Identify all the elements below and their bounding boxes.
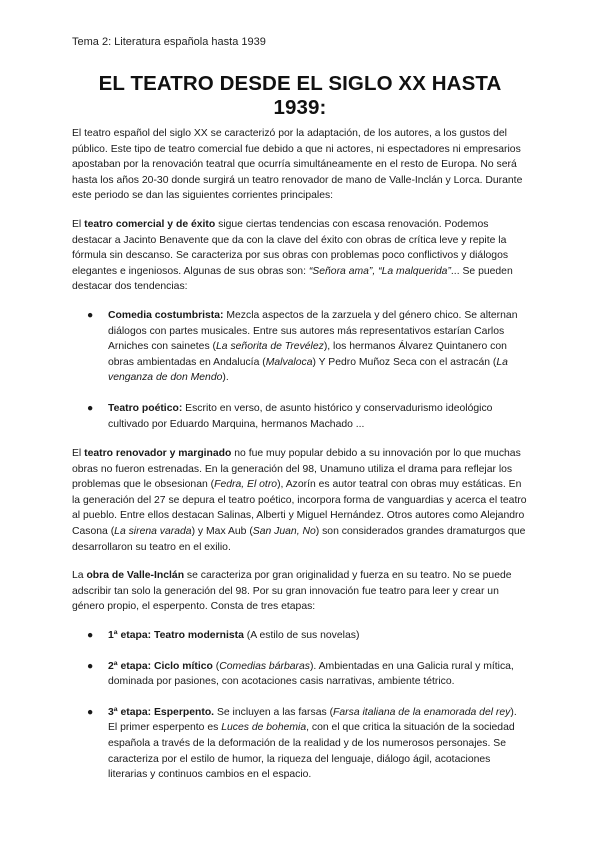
bullet-icon: ● xyxy=(87,402,94,414)
renovador-theatre-paragraph: El teatro renovador y marginado no fue muy popular debido a su innovación por lo que muchas obras no fueron estrenadas. En la generación del 98, Unamuno utiliza el drama para reflejar los problemas que le obsesionan (Fedra, El otro), Azorín es autor teatral con obras muy estáticas. En la generación del 27 se depura el teatro poético, incorpora forma de vanguardias y acerca el teatro al pueblo. Entre ellos destacan Salinas, Alberti y Miguel Hernández. Otros autores como Alejandro Casona (La sirena varada) y Max Aub (San Juan, No) son considerados grandes dramaturgos que desarrollaron su teatro en el exilio. xyxy=(72,448,527,553)
commercial-theatre-term: teatro comercial y de éxito xyxy=(84,218,216,230)
list-item: ● Teatro poético: Escrito en verso, de asunto histórico y conservadurismo ideológico cultivado por Eduardo Marquina, hermanos Machado ... xyxy=(87,402,493,430)
stages-list xyxy=(72,628,528,783)
valle-inclan-paragraph: La obra de Valle-Inclán se caracteriza por gran originalidad y fuerza en su teatro. No se puede adscribir tan solo la generación del 98. Por su gran innovación fue teatro para leer y crear un género propio, el esperpento. Consta de tres etapas: xyxy=(72,570,512,613)
intro-paragraph: El teatro español del siglo XX se caracterizó por la adaptación, de los autores, a los gustos del público. Este tipo de teatro comercial fue debido a que ni actores, ni espectadores ni empresarios apostaban por la renovación teatral que ocurría simultáneamente en el resto de Europa. No será hasta los años 20-30 donde surgirá un teatro renovador de mano de Valle-Inclán y Lorca. Durante este periodo se dan las siguientes corrientes principales: xyxy=(72,128,523,202)
bullet-icon: ● xyxy=(87,660,94,672)
list-item: ● 3ª etapa: Esperpento. Se incluyen a las farsas (Farsa italiana de la enamorada del rey). El primer esperpento es Luces de bohemia, con el que critica la situación de la sociedad española a través de la deformación de la realidad y de los numerosos personajes. Se caracteriza por el estilo de humor, la riqueza del lenguaje, diálogo ágil, acotaciones literarias y continuos cambios en el espacio. xyxy=(87,706,517,781)
page-title: EL TEATRO DESDE EL SIGLO XX HASTA 1939: xyxy=(98,72,502,119)
commercial-theatre-paragraph: El teatro comercial y de éxito sigue ciertas tendencias con escasa renovación. Podemos destacar a Jacinto Benavente que da con la clave del éxito con obras de crítica leve y repite la fórmula sin descanso. Se caracteriza por sus obras con problemas poco conflictivos y diálogos elegantes e ingeniosos. Algunas de sus obras son: “Señora ama”, “La malquerida”... Se pueden destacar dos tendencias: xyxy=(72,218,513,293)
list-item: ● Comedia costumbrista: Mezcla aspectos de la zarzuela y del género chico. Se alternan diálogos con partes musicales. Entre sus autores más representativos estarían Carlos Arniches con sainetes (La señorita de Trevélez), los hermanos Álvarez Quintanero con obras ambientadas en Andalucía (Malvaloca) Y Pedro Muñoz Seca con el astracán (La venganza de don Mendo). xyxy=(87,309,518,384)
benavente-works: “Señora ama”, “La malquerida” xyxy=(308,265,451,277)
running-header: Tema 2: Literatura española hasta 1939 xyxy=(72,36,266,48)
renovador-theatre-term: teatro renovador y marginado xyxy=(84,448,232,460)
trends-list xyxy=(72,308,528,432)
bullet-icon: ● xyxy=(87,309,94,321)
valle-inclan-term: obra de Valle-Inclán xyxy=(86,570,185,582)
list-item: ● 1ª etapa: Teatro modernista (A estilo de sus novelas) xyxy=(108,628,528,644)
bullet-icon: ● xyxy=(87,706,94,718)
list-item: ● 2ª etapa: Ciclo mítico (Comedias bárbaras). Ambientadas en una Galicia rural y mítica, dominada por pasiones, con acotaciones casis narrativas, ambiente tétrico. xyxy=(87,660,514,688)
bullet-icon: ● xyxy=(87,630,94,642)
